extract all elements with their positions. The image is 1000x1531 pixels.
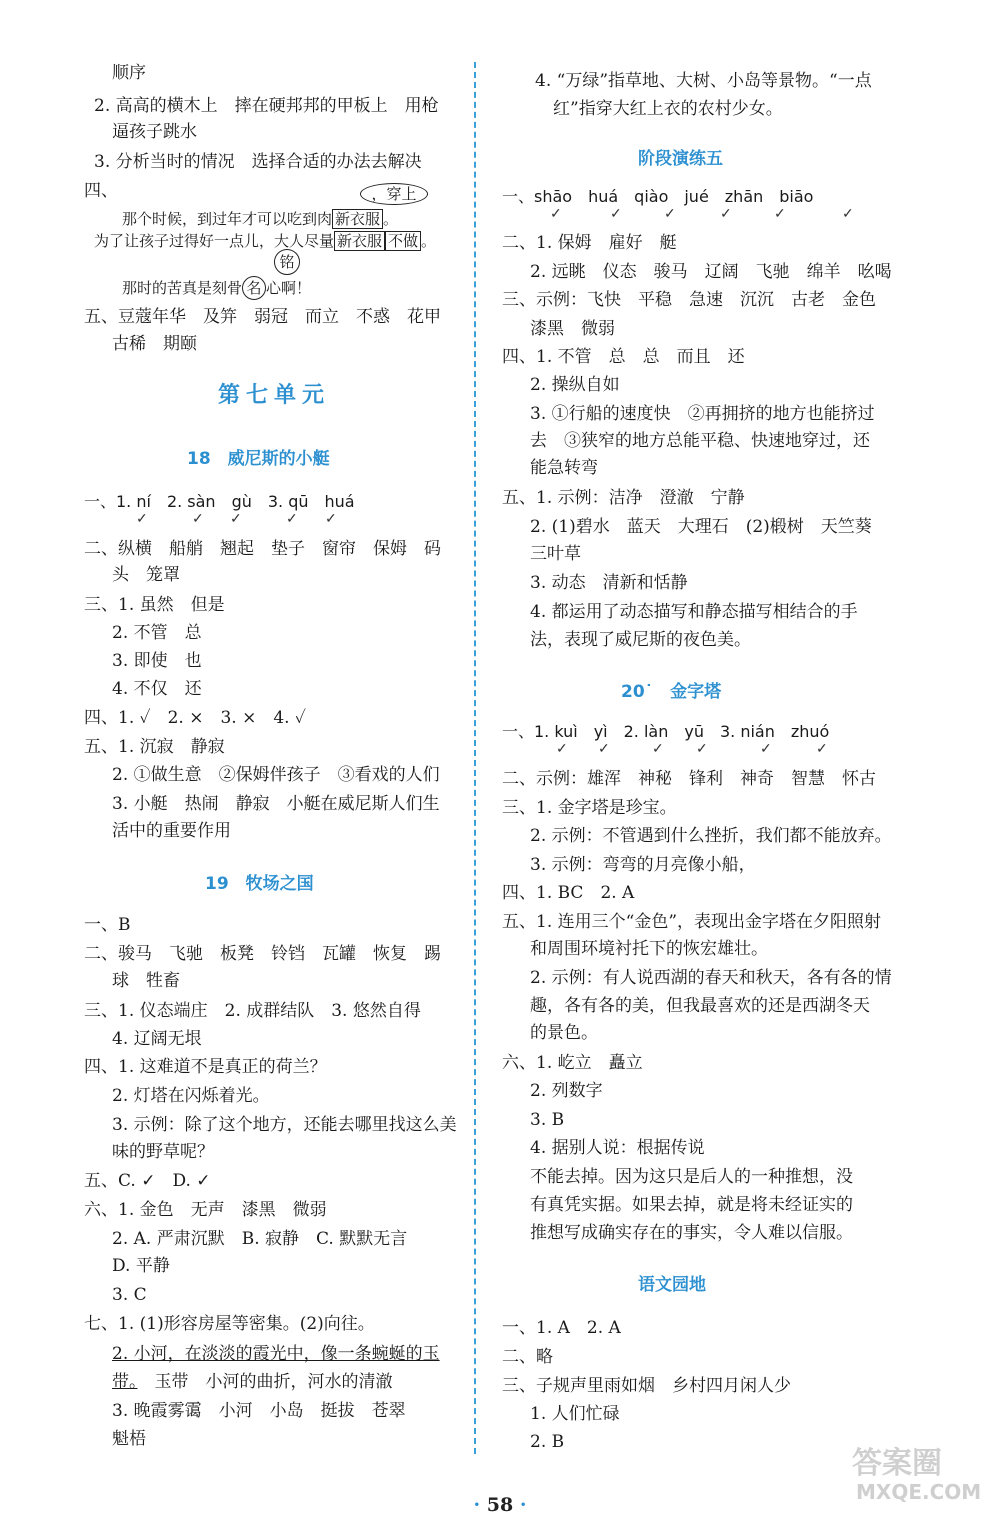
- section-title: 19 牧场之国: [205, 874, 314, 894]
- text-line: 五、1. 沉寂 静寂: [84, 737, 225, 757]
- check-mark: ✓: [816, 741, 828, 757]
- edited-sentence: 为了让孩子过得好一点儿，大人尽量 新衣服 不做 。: [94, 232, 437, 250]
- text-line: 2. 列数字: [530, 1081, 603, 1101]
- text-line: 3. 即使 也: [112, 651, 202, 671]
- text-line: 二、纵横 船艄 翘起 垫子 窗帘 保姆 码: [84, 539, 441, 559]
- text-line: 2. 示例：有人说西湖的春天和秋天，各有各的情: [530, 968, 892, 988]
- check-mark: ✓: [760, 741, 772, 757]
- text-line: 2. ①做生意 ②保姆伴孩子 ③看戏的人们: [112, 765, 440, 785]
- text-line: 四、: [84, 181, 118, 201]
- text-line: 三、示例：飞快 平稳 急速 沉沉 古老 金色: [502, 290, 876, 310]
- text-line: 2. (1)碧水 蓝天 大理石 (2)椴树 天竺葵: [530, 517, 872, 537]
- text-line: 二、示例：雄浑 神秘 锋利 神奇 智慧 怀古: [502, 769, 876, 789]
- text-line: 3. 分析当时的情况 选择合适的办法去解决: [94, 152, 422, 172]
- check-mark: ✓: [652, 741, 664, 757]
- text-line: 二、1. 保姆 雇好 艇: [502, 233, 677, 253]
- pinyin-line: 一、1. ní 2. sàn gù 3. qū huá: [84, 492, 355, 511]
- text-line: 4. 不仅 还: [112, 679, 202, 699]
- text-line: 五、1. 连用三个“金色”，表现出金字塔在夕阳照射: [502, 912, 882, 932]
- text-line: 六、1. 屹立 矗立: [502, 1053, 643, 1073]
- text-line: 3. B: [530, 1110, 565, 1130]
- text-line: 二、骏马 飞驰 板凳 铃铛 瓦罐 恢复 踢: [84, 944, 441, 964]
- watermark-logo-icon: [846, 1437, 986, 1507]
- underlined-line: 2. 小河，在淡淡的霞光中，像一条蜿蜒的玉: [112, 1344, 440, 1364]
- text-line: 3. 示例：除了这个地方，还能去哪里找这么美: [112, 1115, 457, 1135]
- text-line: 4. 辽阔无垠: [112, 1029, 202, 1049]
- edited-sentence: 那时的苦真是刻骨 名 心啊！: [122, 276, 311, 300]
- text-line: 趣，各有各的美，但我最喜欢的还是西湖冬天: [530, 996, 870, 1016]
- text-line: 古稀 期颐: [112, 334, 197, 354]
- text-line: 头 笼罩: [112, 565, 180, 585]
- watermark: [846, 1437, 986, 1511]
- text-line: 魁梧: [112, 1429, 146, 1449]
- text-line: 四、1. BC 2. A: [502, 883, 635, 903]
- text-line: 2. 不管 总: [112, 623, 202, 643]
- text-line: D. 平静: [112, 1256, 170, 1276]
- text-line: 4. “万绿”指草地、大树、小岛等景物。“一点: [535, 71, 872, 91]
- check-mark: ✓: [720, 206, 732, 222]
- text-line: 六、1. 金色 无声 漆黑 微弱: [84, 1200, 327, 1220]
- text-line: 五、C. ✓ D. ✓: [84, 1171, 211, 1191]
- text-line: 法，表现了威尼斯的夜色美。: [530, 630, 751, 650]
- page-number-dot-right: ·: [519, 1494, 527, 1516]
- text-line: 3. 晚霞雾霭 小河 小岛 挺拔 苍翠: [112, 1401, 406, 1421]
- text-line: 一、B: [84, 915, 131, 935]
- page-number-dot-left: ·: [473, 1494, 481, 1516]
- text-line: 2. B: [530, 1432, 565, 1452]
- pinyin-line: 一、shāo huá qiào jué zhān biāo: [502, 187, 814, 206]
- text-line: 3. 小艇 热闹 静寂 小艇在威尼斯人们生: [112, 794, 440, 814]
- check-mark: ✓: [286, 511, 298, 527]
- text-line: 三叶草: [530, 544, 581, 564]
- text-line: 活中的重要作用: [112, 821, 231, 841]
- svg-text:答案圈: 答案圈: [852, 1446, 942, 1481]
- text-line: 的景色。: [530, 1023, 598, 1043]
- text-line: 五、1. 示例：洁净 澄澈 宁静: [502, 488, 745, 508]
- text-line: 三、1. 仪态端庄 2. 成群结队 3. 悠然自得: [84, 1001, 421, 1021]
- column-divider: [474, 62, 476, 1454]
- text-line: 红”指穿大红上衣的农村少女。: [553, 99, 783, 119]
- section-title: 阶段演练五: [638, 149, 723, 169]
- edit-mark-circle: 铭: [274, 249, 300, 275]
- text-line: 四、1. ✓ 2. × 3. × 4. ✓: [84, 708, 306, 728]
- edit-mark-oval: ，穿上: [360, 183, 428, 205]
- check-mark: ✓: [842, 206, 854, 222]
- text-line: 推想写成确实存在的事实，令人难以信服。: [530, 1223, 853, 1243]
- text-line: 五、豆蔻年华 及笄 弱冠 而立 不惑 花甲: [84, 307, 441, 327]
- text-line: 2. 灯塔在闪烁着光。: [112, 1086, 270, 1106]
- section-title: 20˙ 金字塔: [621, 682, 722, 702]
- edited-sentence: 那个时候，到过年才可以吃到肉 新衣服 。: [122, 210, 399, 228]
- text-line: 逼孩子跳水: [112, 122, 197, 142]
- page-number: · 58 ·: [473, 1494, 527, 1516]
- text-line: 球 牲畜: [112, 971, 180, 991]
- text-line: 2. 高高的横木上 摔在硬邦邦的甲板上 用枪: [94, 96, 439, 116]
- text-line: 4. 据别人说：根据传说: [530, 1138, 705, 1158]
- check-mark: ✓: [610, 206, 622, 222]
- text-line: 不能去掉。因为这只是后人的一种推想，没: [530, 1167, 853, 1187]
- text-line: 一、1. A 2. A: [502, 1318, 621, 1338]
- text-line: 2. 示例：不管遇到什么挫折，我们都不能放弃。: [530, 826, 892, 846]
- text-line: 和周围环境衬托下的恢宏雄壮。: [530, 939, 768, 959]
- text-line: 3. 示例：弯弯的月亮像小船，: [530, 855, 756, 875]
- text-line: 3. C: [112, 1285, 147, 1305]
- check-mark: ✓: [774, 206, 786, 222]
- unit-title: 第七单元: [218, 382, 331, 408]
- text-line: 2. 操纵自如: [530, 375, 620, 395]
- text-line: 四、1. 不管 总 总 而且 还: [502, 347, 745, 367]
- text-line: 3. 动态 清新和恬静: [530, 573, 688, 593]
- text-line: 四、1. 这难道不是真正的荷兰？: [84, 1057, 327, 1077]
- svg-text:MXQE.COM: MXQE.COM: [856, 1480, 982, 1504]
- text-line: 味的野草呢？: [112, 1142, 214, 1162]
- text-line: 能急转弯: [530, 458, 598, 478]
- pinyin-line: 一、1. kuì yì 2. làn yū 3. nián zhuó: [502, 722, 830, 741]
- section-title: 语文园地: [638, 1275, 706, 1295]
- text-line: 2. A. 严肃沉默 B. 寂静 C. 默默无言: [112, 1229, 408, 1249]
- text-line: 七、1. (1)形容房屋等密集。(2)向往。: [84, 1314, 375, 1334]
- text-line: 有真凭实据。如果去掉，就是将未经证实的: [530, 1195, 853, 1215]
- text-line: 4. 都运用了动态描写和静态描写相结合的手: [530, 602, 858, 622]
- check-mark: ✓: [556, 741, 568, 757]
- text-line: 1. 人们忙碌: [530, 1404, 620, 1424]
- check-mark: ✓: [696, 741, 708, 757]
- text-line: 三、1. 虽然 但是: [84, 595, 225, 615]
- check-mark: ✓: [664, 206, 676, 222]
- check-mark: ✓: [598, 741, 610, 757]
- check-mark: ✓: [192, 511, 204, 527]
- text-line: 漆黑 微弱: [530, 319, 615, 339]
- check-mark: ✓: [136, 511, 148, 527]
- check-mark: ✓: [230, 511, 242, 527]
- text-line: 带。 玉带 小河的曲折，河水的清澈: [112, 1372, 393, 1392]
- text-line: 2. 远眺 仪态 骏马 辽阔 飞驰 绵羊 吆喝: [530, 262, 892, 282]
- text-line: 顺序: [112, 63, 146, 83]
- text-line: 三、1. 金字塔是珍宝。: [502, 798, 677, 818]
- text-line: 3. ①行船的速度快 ②再拥挤的地方也能挤过: [530, 404, 875, 424]
- check-mark: ✓: [550, 206, 562, 222]
- text-line: 去 ③狭窄的地方总能平稳、快速地穿过，还: [530, 431, 870, 451]
- text-line: 三、子规声里雨如烟 乡村四月闲人少: [502, 1376, 791, 1396]
- section-title: 18 威尼斯的小艇: [187, 449, 330, 469]
- check-mark: ✓: [325, 511, 337, 527]
- text-line: 二、略: [502, 1347, 553, 1367]
